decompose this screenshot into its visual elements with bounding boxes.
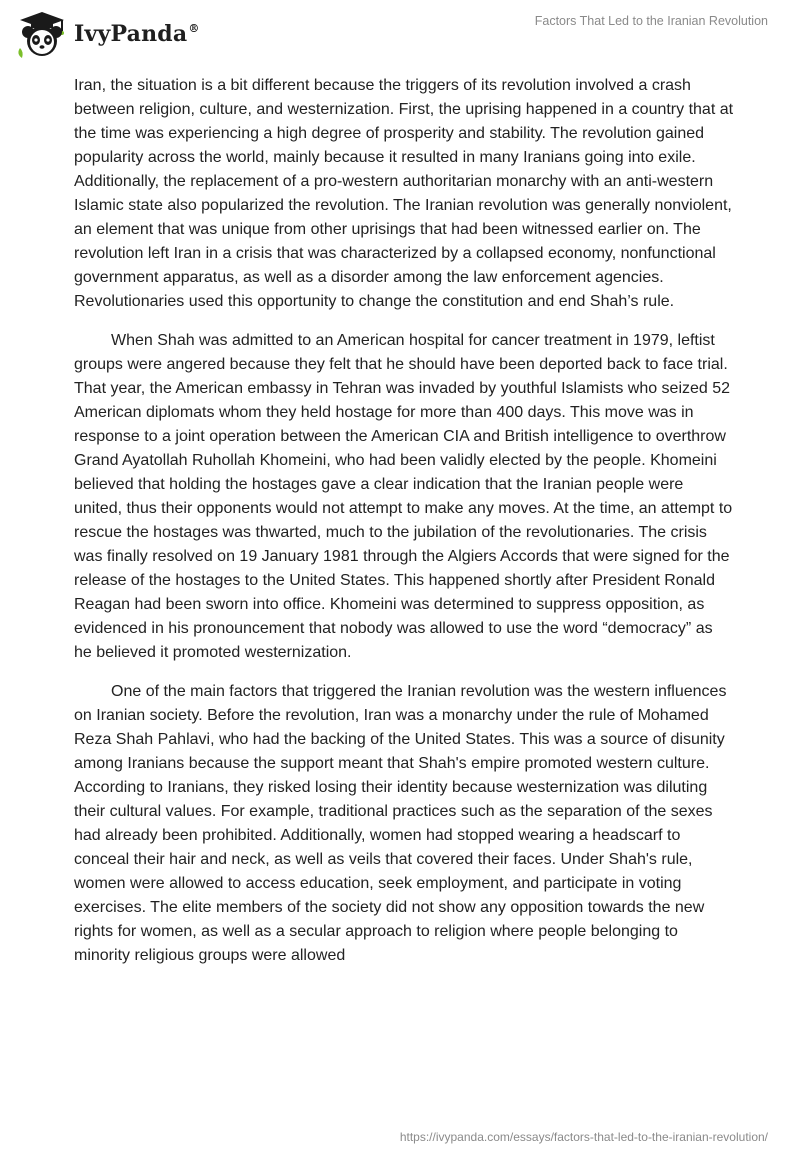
paragraph: Iran, the situation is a bit different because the triggers of its revolution involved a crash between religion, culture, and westernization. First, the uprising happened in a country that at the time was experiencing a high degree of prosperity and stability. The revolution gained popularity across the world, mainly because it resulted in many Iranians going into exile. Additionally, the replacement of a pro-western authoritarian monarchy with an anti-western Islamic state also popularized the revolution. The Iranian revolution was generally nonviolent, an element that was unique from other uprisings that had been witnessed earlier on. The revolution left Iran in a crisis that was characterized by a collapsed economy, nonfunctional government apparatus, as well as a disorder among the law enforcement agencies. Revolutionaries used this opportunity to change the constitution and end Shah’s rule.: [74, 77, 734, 310]
panda-graduate-icon: [14, 8, 70, 60]
registered-mark: ®: [188, 22, 200, 35]
paragraph: One of the main factors that triggered the Iranian revolution was the western influences on Iranian society. Before the revolution, Iran was a monarchy under the rule of Mohamed Reza Shah Pahlavi, who had the backing of the United States. This was a source of disunity among Iranians because the support meant that Shah's empire promoted western culture. According to Iranians, they risked losing their identity because westernization was diluting their cultural values. For example, traditional practices such as the separation of the sexes had already been prohibited. Additionally, women had stopped wearing a headscarf to conceal their hair and neck, as well as veils that covered their faces. Under Shah's rule, women were allowed to access education, seek employment, and participate in voting exercises. The elite members of the society did not show any opposition towards the new rights for women, as well as a secular approach to religion where people belonging to minority religious groups were allowed: [74, 683, 727, 964]
source-url[interactable]: https://ivypanda.com/essays/factors-that-led-to-the-iranian-revolution/: [399, 1130, 768, 1144]
essay-body: [74, 74, 734, 983]
brand-logo[interactable]: [14, 8, 200, 60]
brand-name: IvyPanda®: [74, 21, 200, 47]
paragraph: When Shah was admitted to an American hospital for cancer treatment in 1979, leftist groups were angered because they felt that he should have been deported back to face trial. That year, the American embassy in Tehran was invaded by youthful Islamists who seized 52 American diplomats whom they held hostage for more than 400 days. This move was in response to a joint operation between the American CIA and British intelligence to overthrow Grand Ayatollah Ruhollah Khomeini, who had been validly elected by the people. Khomeini believed that holding the hostages gave a clear indication that the Iranian people were united, thus their opponents would not attempt to make any moves. At the time, an attempt to rescue the hostages was thwarted, much to the jubilation of the revolutionaries. The crisis was finally resolved on 19 January 1981 through the Algiers Accords that were signed for the release of the hostages to the United States. This happened shortly after President Ronald Reagan had been sworn into office. Khomeini was determined to suppress opposition, as evidenced in his pronouncement that nobody was allowed to use the word “democracy” as he believed it promoted westernization.: [74, 332, 733, 661]
page-header: [0, 0, 800, 70]
document-title: Factors That Led to the Iranian Revolution: [534, 14, 768, 28]
